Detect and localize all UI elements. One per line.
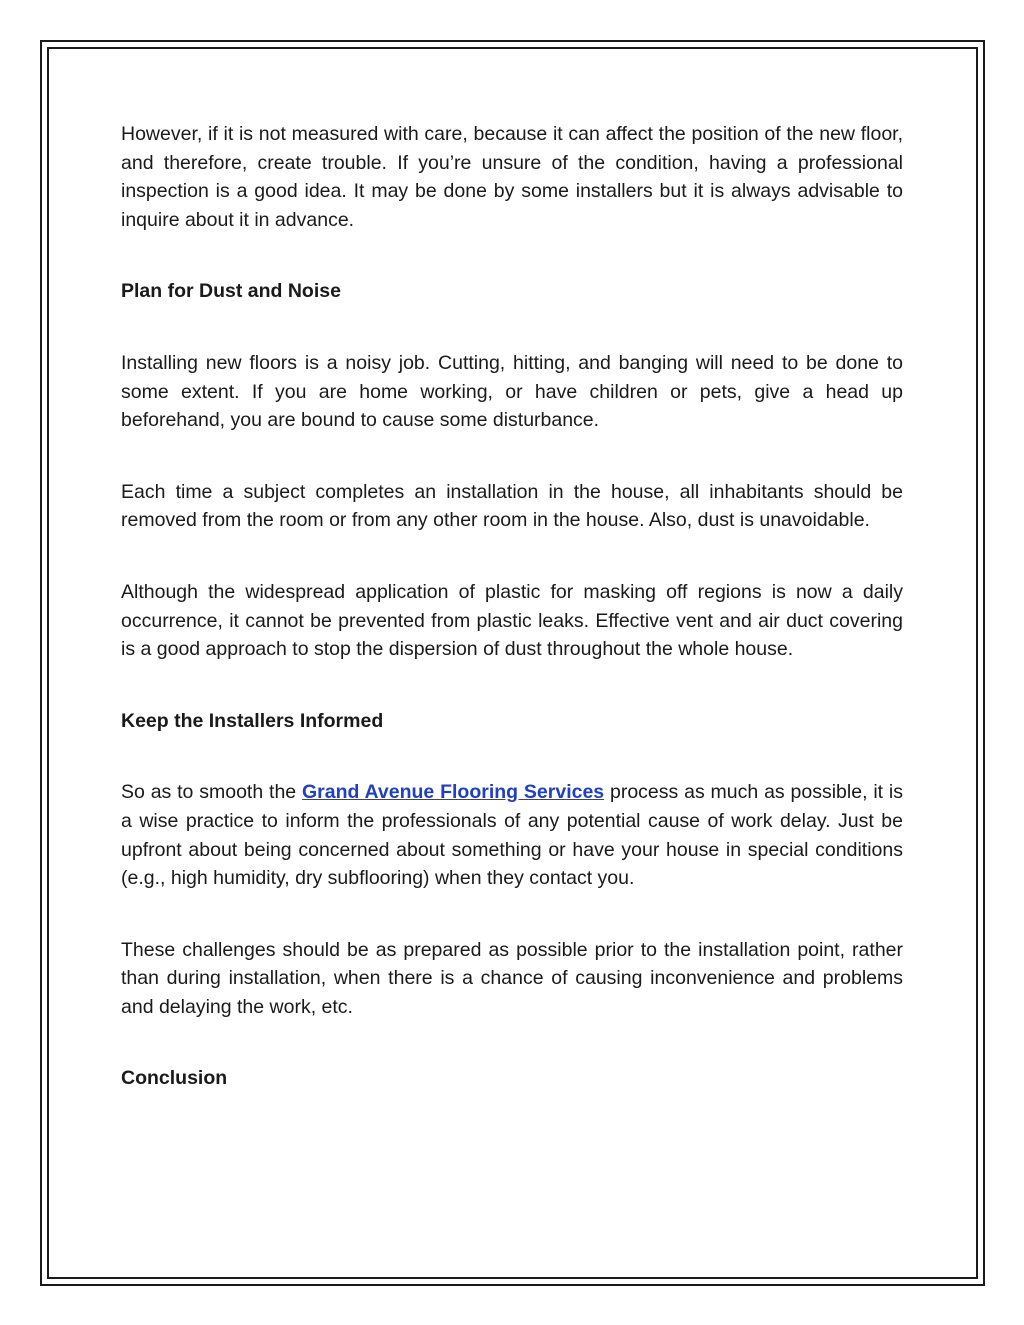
paragraph-text: So as to smooth the: [121, 781, 302, 804]
document-body: [121, 120, 903, 1136]
paragraph-text: process as much as possible, it is a wise practice to inform the professionals of any potential cause of work delay. Just be upfront about being concerned about something or have your house in special conditions (e.g., high humidity, dry subflooring) when they contact you.: [121, 781, 904, 890]
paragraph-with-link: [121, 778, 903, 892]
paragraph: However, if it is not measured with care, because it can affect the position of the new floor, and therefore, create trouble. If you’re unsure of the condition, having a professional inspection is a good idea. It may be done by some installers but it is always advisable to inquire about it in advance.: [121, 123, 903, 231]
paragraph: These challenges should be as prepared as possible prior to the installation point, rather than during installation, when there is a chance of causing inconvenience and problems and delaying the work, etc.: [121, 938, 903, 1018]
section-heading-conclusion: Conclusion: [121, 1067, 228, 1090]
paragraph: Although the widespread application of plastic for masking off regions is now a daily occurrence, it cannot be prevented from plastic leaks. Effective vent and air duct covering is a good approach to stop the dispersion of dust throughout the whole house.: [121, 580, 903, 661]
paragraph: Installing new floors is a noisy job. Cutting, hitting, and banging will need to be done to some extent. If you are home working, or have children or pets, give a head up beforehand, you are bound to cause some disturbance.: [121, 351, 903, 432]
grand-avenue-flooring-link[interactable]: Grand Avenue Flooring Services: [301, 781, 605, 804]
section-heading-installers-informed: Keep the Installers Informed: [121, 709, 384, 732]
section-heading-dust-noise: Plan for Dust and Noise: [121, 280, 341, 303]
paragraph: Each time a subject completes an installation in the house, all inhabitants should be removed from the room or from any other room in the house. Also, dust is unavoidable.: [121, 480, 903, 532]
